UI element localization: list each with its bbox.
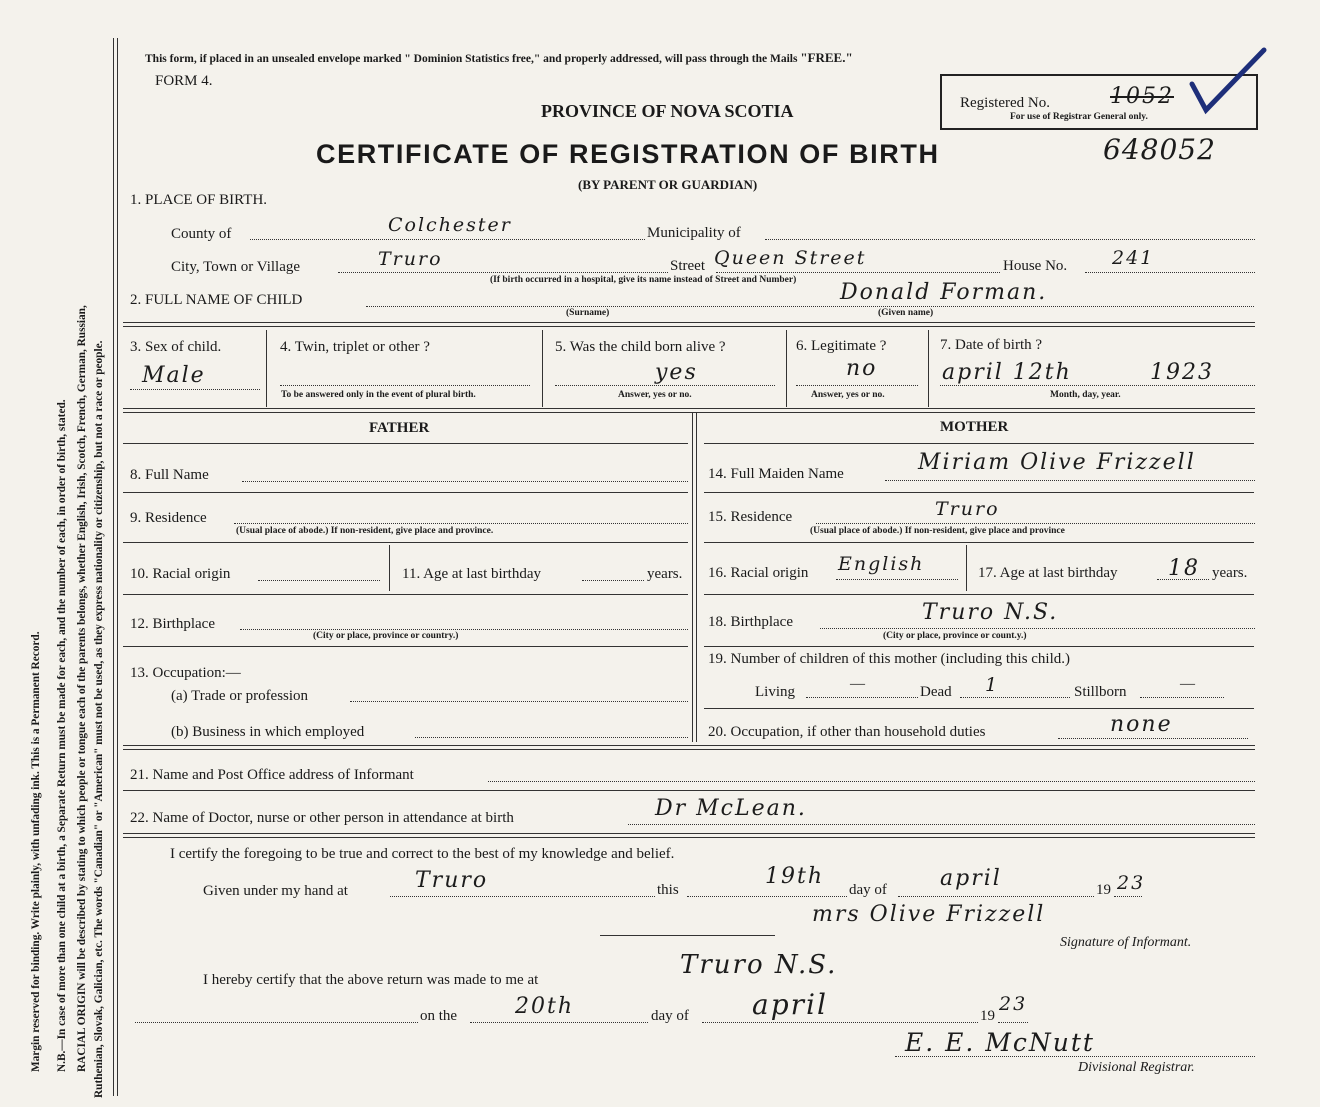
row-line-21 bbox=[123, 790, 1255, 791]
twin-label: 4. Twin, triplet or other ? bbox=[280, 339, 430, 355]
mother-birthplace-line bbox=[820, 628, 1255, 629]
sex-label: 3. Sex of child. bbox=[130, 339, 222, 355]
father-birthplace-note: (City or place, province or country.) bbox=[313, 631, 459, 641]
living-value: — bbox=[850, 676, 865, 692]
section-divider-2 bbox=[123, 408, 1255, 413]
legitimate-value: no bbox=[846, 356, 878, 381]
dead-line bbox=[960, 697, 1070, 698]
doctor-line bbox=[628, 824, 1255, 825]
signature-blank-line bbox=[600, 935, 775, 936]
margin-note-nb: N.B.—In case of more than one child at a birth, a Separate Return must be made for each, and the number of each, in order of birth, stated. bbox=[56, 399, 68, 1072]
stillborn-value: — bbox=[1180, 676, 1195, 692]
reg-day-of-label: day of bbox=[651, 1008, 689, 1024]
month-line bbox=[898, 896, 1094, 897]
informant-label: 21. Name and Post Office address of Informant bbox=[130, 767, 414, 783]
mother-residence-value: Truro bbox=[935, 498, 1000, 520]
row-divider-a bbox=[266, 330, 267, 407]
reg-year-prefix: 19 bbox=[980, 1008, 995, 1024]
mother-residence-note: (Usual place of abode.) If non-resident, give place and province bbox=[810, 526, 1065, 536]
mother-birthplace-note: (City or place, province or count.y.) bbox=[883, 631, 1027, 641]
signature-label: Signature of Informant. bbox=[1060, 935, 1192, 950]
father-racial-line bbox=[258, 580, 380, 581]
certify-statement: I certify the foregoing to be true and correct to the best of my knowledge and belief. bbox=[170, 846, 675, 862]
given-name-note: (Given name) bbox=[878, 308, 934, 318]
form-number: FORM 4. bbox=[155, 73, 213, 89]
doctor-value: Dr McLean. bbox=[655, 796, 807, 821]
alive-label: 5. Was the child born alive ? bbox=[555, 339, 726, 355]
city-line bbox=[338, 272, 668, 273]
father-residence-line bbox=[234, 523, 688, 524]
section-divider-4 bbox=[123, 833, 1255, 838]
father-row-line-3 bbox=[123, 594, 688, 595]
mother-age-unit: years. bbox=[1212, 565, 1248, 581]
mother-row-divider bbox=[966, 545, 967, 591]
stillborn-label: Stillborn bbox=[1074, 684, 1127, 700]
alive-line bbox=[555, 385, 775, 386]
father-age-label: 11. Age at last birthday bbox=[402, 566, 541, 582]
mother-racial-label: 16. Racial origin bbox=[708, 565, 809, 581]
mother-occupation-line bbox=[1058, 738, 1248, 739]
father-heading-line bbox=[123, 443, 688, 444]
sex-value: Male bbox=[142, 363, 206, 388]
hospital-note: (If birth occurred in a hospital, give its name instead of Street and Number) bbox=[490, 275, 797, 285]
this-label: this bbox=[657, 882, 679, 898]
father-name-label: 8. Full Name bbox=[130, 467, 209, 483]
mother-birthplace-value: Truro N.S. bbox=[922, 600, 1059, 625]
twin-line bbox=[280, 385, 530, 386]
parents-column-divider bbox=[692, 412, 697, 742]
mother-name-label: 14. Full Maiden Name bbox=[708, 466, 844, 482]
legitimate-line bbox=[796, 385, 918, 386]
given-place-value: Truro bbox=[415, 868, 489, 893]
reg-day-line bbox=[470, 1022, 648, 1023]
month-value: april bbox=[940, 866, 1002, 891]
mother-row-line-4 bbox=[704, 646, 1254, 647]
alive-value: yes bbox=[655, 360, 698, 385]
day-of-label: day of bbox=[849, 882, 887, 898]
house-value: 241 bbox=[1112, 247, 1155, 269]
mother-row-line-2 bbox=[704, 542, 1254, 543]
given-label: Given under my hand at bbox=[203, 883, 348, 899]
registrar-place: Truro N.S. bbox=[680, 950, 838, 980]
reg-day-value: 20th bbox=[515, 994, 575, 1019]
margin-note-binding: Margin reserved for binding. Write plainly, with unfading ink. This is a Permanent Record. bbox=[30, 631, 42, 1072]
informant-signature: mrs Olive Frizzell bbox=[812, 902, 1046, 927]
row-divider-d bbox=[928, 330, 929, 407]
mother-row-line-5 bbox=[704, 708, 1254, 709]
certificate-number: 648052 bbox=[1103, 133, 1216, 166]
registrar-blank-line bbox=[135, 1022, 418, 1023]
registrar-signature-line bbox=[895, 1056, 1255, 1057]
reg-year-line bbox=[998, 1022, 1028, 1023]
dob-label: 7. Date of birth ? bbox=[940, 337, 1043, 353]
certificate-title: CERTIFICATE OF REGISTRATION OF BIRTH bbox=[316, 139, 940, 169]
legitimate-label: 6. Legitimate ? bbox=[796, 338, 887, 354]
registrar-statement: I hereby certify that the above return was made to me at bbox=[203, 972, 539, 988]
father-residence-note: (Usual place of abode.) If non-resident, give place and province. bbox=[236, 526, 494, 536]
living-line bbox=[806, 697, 918, 698]
father-age-line bbox=[582, 580, 644, 581]
living-label: Living bbox=[755, 684, 795, 700]
mother-name-value: Miriam Olive Frizzell bbox=[918, 450, 1196, 475]
municipality-label: Municipality of bbox=[647, 225, 741, 241]
registrar-signature: E. E. McNutt bbox=[905, 1028, 1095, 1057]
child-name-label: 2. FULL NAME OF CHILD bbox=[130, 292, 303, 308]
city-label: City, Town or Village bbox=[171, 259, 301, 275]
dob-year: 1923 bbox=[1150, 360, 1214, 385]
registered-label: Registered No. bbox=[960, 95, 1050, 111]
mother-age-label: 17. Age at last birthday bbox=[978, 565, 1118, 581]
county-value: Colchester bbox=[388, 214, 512, 236]
father-trade-line bbox=[350, 701, 688, 702]
alive-note: Answer, yes or no. bbox=[618, 390, 692, 400]
father-row-line-1 bbox=[123, 492, 688, 493]
year-line bbox=[1114, 896, 1142, 897]
reg-year-value: 23 bbox=[999, 993, 1028, 1015]
father-name-line bbox=[242, 481, 688, 482]
father-age-unit: years. bbox=[647, 566, 683, 582]
informant-line bbox=[488, 781, 1255, 782]
mother-occupation-label: 20. Occupation, if other than household duties bbox=[708, 724, 986, 740]
dead-value: 1 bbox=[985, 674, 1000, 696]
certificate-subtitle: (BY PARENT OR GUARDIAN) bbox=[578, 177, 758, 192]
mother-row-line-1 bbox=[704, 492, 1254, 493]
section-divider-1 bbox=[123, 322, 1255, 327]
father-birthplace-line bbox=[240, 629, 688, 630]
row-divider-c bbox=[786, 330, 787, 407]
margin-note-racial: RACIAL ORIGIN will be described by stating to which people or tongue each of the parents belongs, whether English, Irish, Scotch, French, German, Russian, bbox=[76, 305, 88, 1072]
mother-name-line bbox=[885, 480, 1255, 481]
father-heading: FATHER bbox=[369, 420, 430, 436]
father-row-line-2 bbox=[123, 542, 688, 543]
father-business-label: (b) Business in which employed bbox=[171, 724, 365, 740]
reg-month-value: april bbox=[752, 988, 828, 1021]
sex-line bbox=[130, 389, 260, 390]
twin-note: To be answered only in the event of plural birth. bbox=[281, 390, 476, 400]
mother-racial-line bbox=[836, 579, 958, 580]
street-label: Street bbox=[670, 258, 705, 274]
checkmark-icon bbox=[1188, 44, 1270, 122]
mother-age-value: 18 bbox=[1168, 556, 1200, 581]
mother-birthplace-label: 18. Birthplace bbox=[708, 614, 793, 630]
mother-occupation-value: none bbox=[1110, 712, 1173, 737]
day-line bbox=[687, 896, 847, 897]
mother-heading: MOTHER bbox=[940, 419, 1009, 435]
father-racial-label: 10. Racial origin bbox=[130, 566, 231, 582]
dead-label: Dead bbox=[920, 684, 952, 700]
margin-note-racial-cont: Ruthenian, Slovak, Galician, etc. The words "Canadian" or "American" must not be used, as they express nationality or citizenship, but not a race or people. bbox=[93, 340, 105, 1098]
county-label: County of bbox=[171, 226, 232, 242]
municipality-line bbox=[765, 239, 1255, 240]
father-trade-label: (a) Trade or profession bbox=[171, 688, 309, 704]
year-prefix: 19 bbox=[1096, 882, 1111, 898]
row-divider-b bbox=[542, 330, 543, 407]
postal-note: This form, if placed in an unsealed envelope marked " Dominion Statistics free," and properly addressed, will pass through the Mails "FREE." bbox=[145, 50, 853, 65]
on-the-label: on the bbox=[420, 1008, 458, 1024]
registered-value: 1052 bbox=[1110, 84, 1174, 109]
mother-residence-label: 15. Residence bbox=[708, 509, 793, 525]
children-count-label: 19. Number of children of this mother (including this child.) bbox=[708, 651, 1071, 667]
binding-margin-line bbox=[113, 38, 118, 1096]
doctor-label: 22. Name of Doctor, nurse or other person in attendance at birth bbox=[130, 810, 514, 826]
place-of-birth-heading: 1. PLACE OF BIRTH. bbox=[130, 192, 268, 208]
year-value: 23 bbox=[1117, 872, 1146, 894]
county-line bbox=[250, 239, 645, 240]
father-birthplace-label: 12. Birthplace bbox=[130, 616, 215, 632]
mother-heading-line bbox=[704, 443, 1254, 444]
street-value: Queen Street bbox=[714, 247, 867, 269]
father-business-line bbox=[415, 737, 688, 738]
section-divider-3 bbox=[123, 745, 1255, 750]
dob-line bbox=[940, 385, 1255, 386]
father-residence-label: 9. Residence bbox=[130, 510, 207, 526]
house-label: House No. bbox=[1003, 258, 1068, 274]
reg-month-line bbox=[702, 1022, 978, 1023]
mother-row-line-3 bbox=[704, 594, 1254, 595]
legitimate-note: Answer, yes or no. bbox=[811, 390, 885, 400]
father-occupation-label: 13. Occupation:— bbox=[130, 665, 241, 681]
stillborn-line bbox=[1140, 697, 1224, 698]
day-value: 19th bbox=[765, 864, 825, 889]
father-row-divider bbox=[389, 545, 390, 591]
house-line bbox=[1085, 272, 1255, 273]
registrar-note: For use of Registrar General only. bbox=[1010, 112, 1148, 122]
registrar-label: Divisional Registrar. bbox=[1078, 1060, 1195, 1075]
dob-value: april 12th bbox=[942, 360, 1072, 385]
province-heading: PROVINCE OF NOVA SCOTIA bbox=[541, 101, 794, 121]
surname-note: (Surname) bbox=[566, 308, 610, 318]
street-line bbox=[716, 272, 1000, 273]
child-name-line bbox=[366, 306, 1254, 307]
mother-residence-line bbox=[816, 523, 1255, 524]
dob-note: Month, day, year. bbox=[1050, 390, 1121, 400]
child-name-value: Donald Forman. bbox=[840, 280, 1048, 305]
mother-racial-value: English bbox=[838, 553, 925, 575]
city-value: Truro bbox=[378, 248, 443, 270]
father-row-line-4 bbox=[123, 646, 688, 647]
given-place-line bbox=[390, 896, 655, 897]
